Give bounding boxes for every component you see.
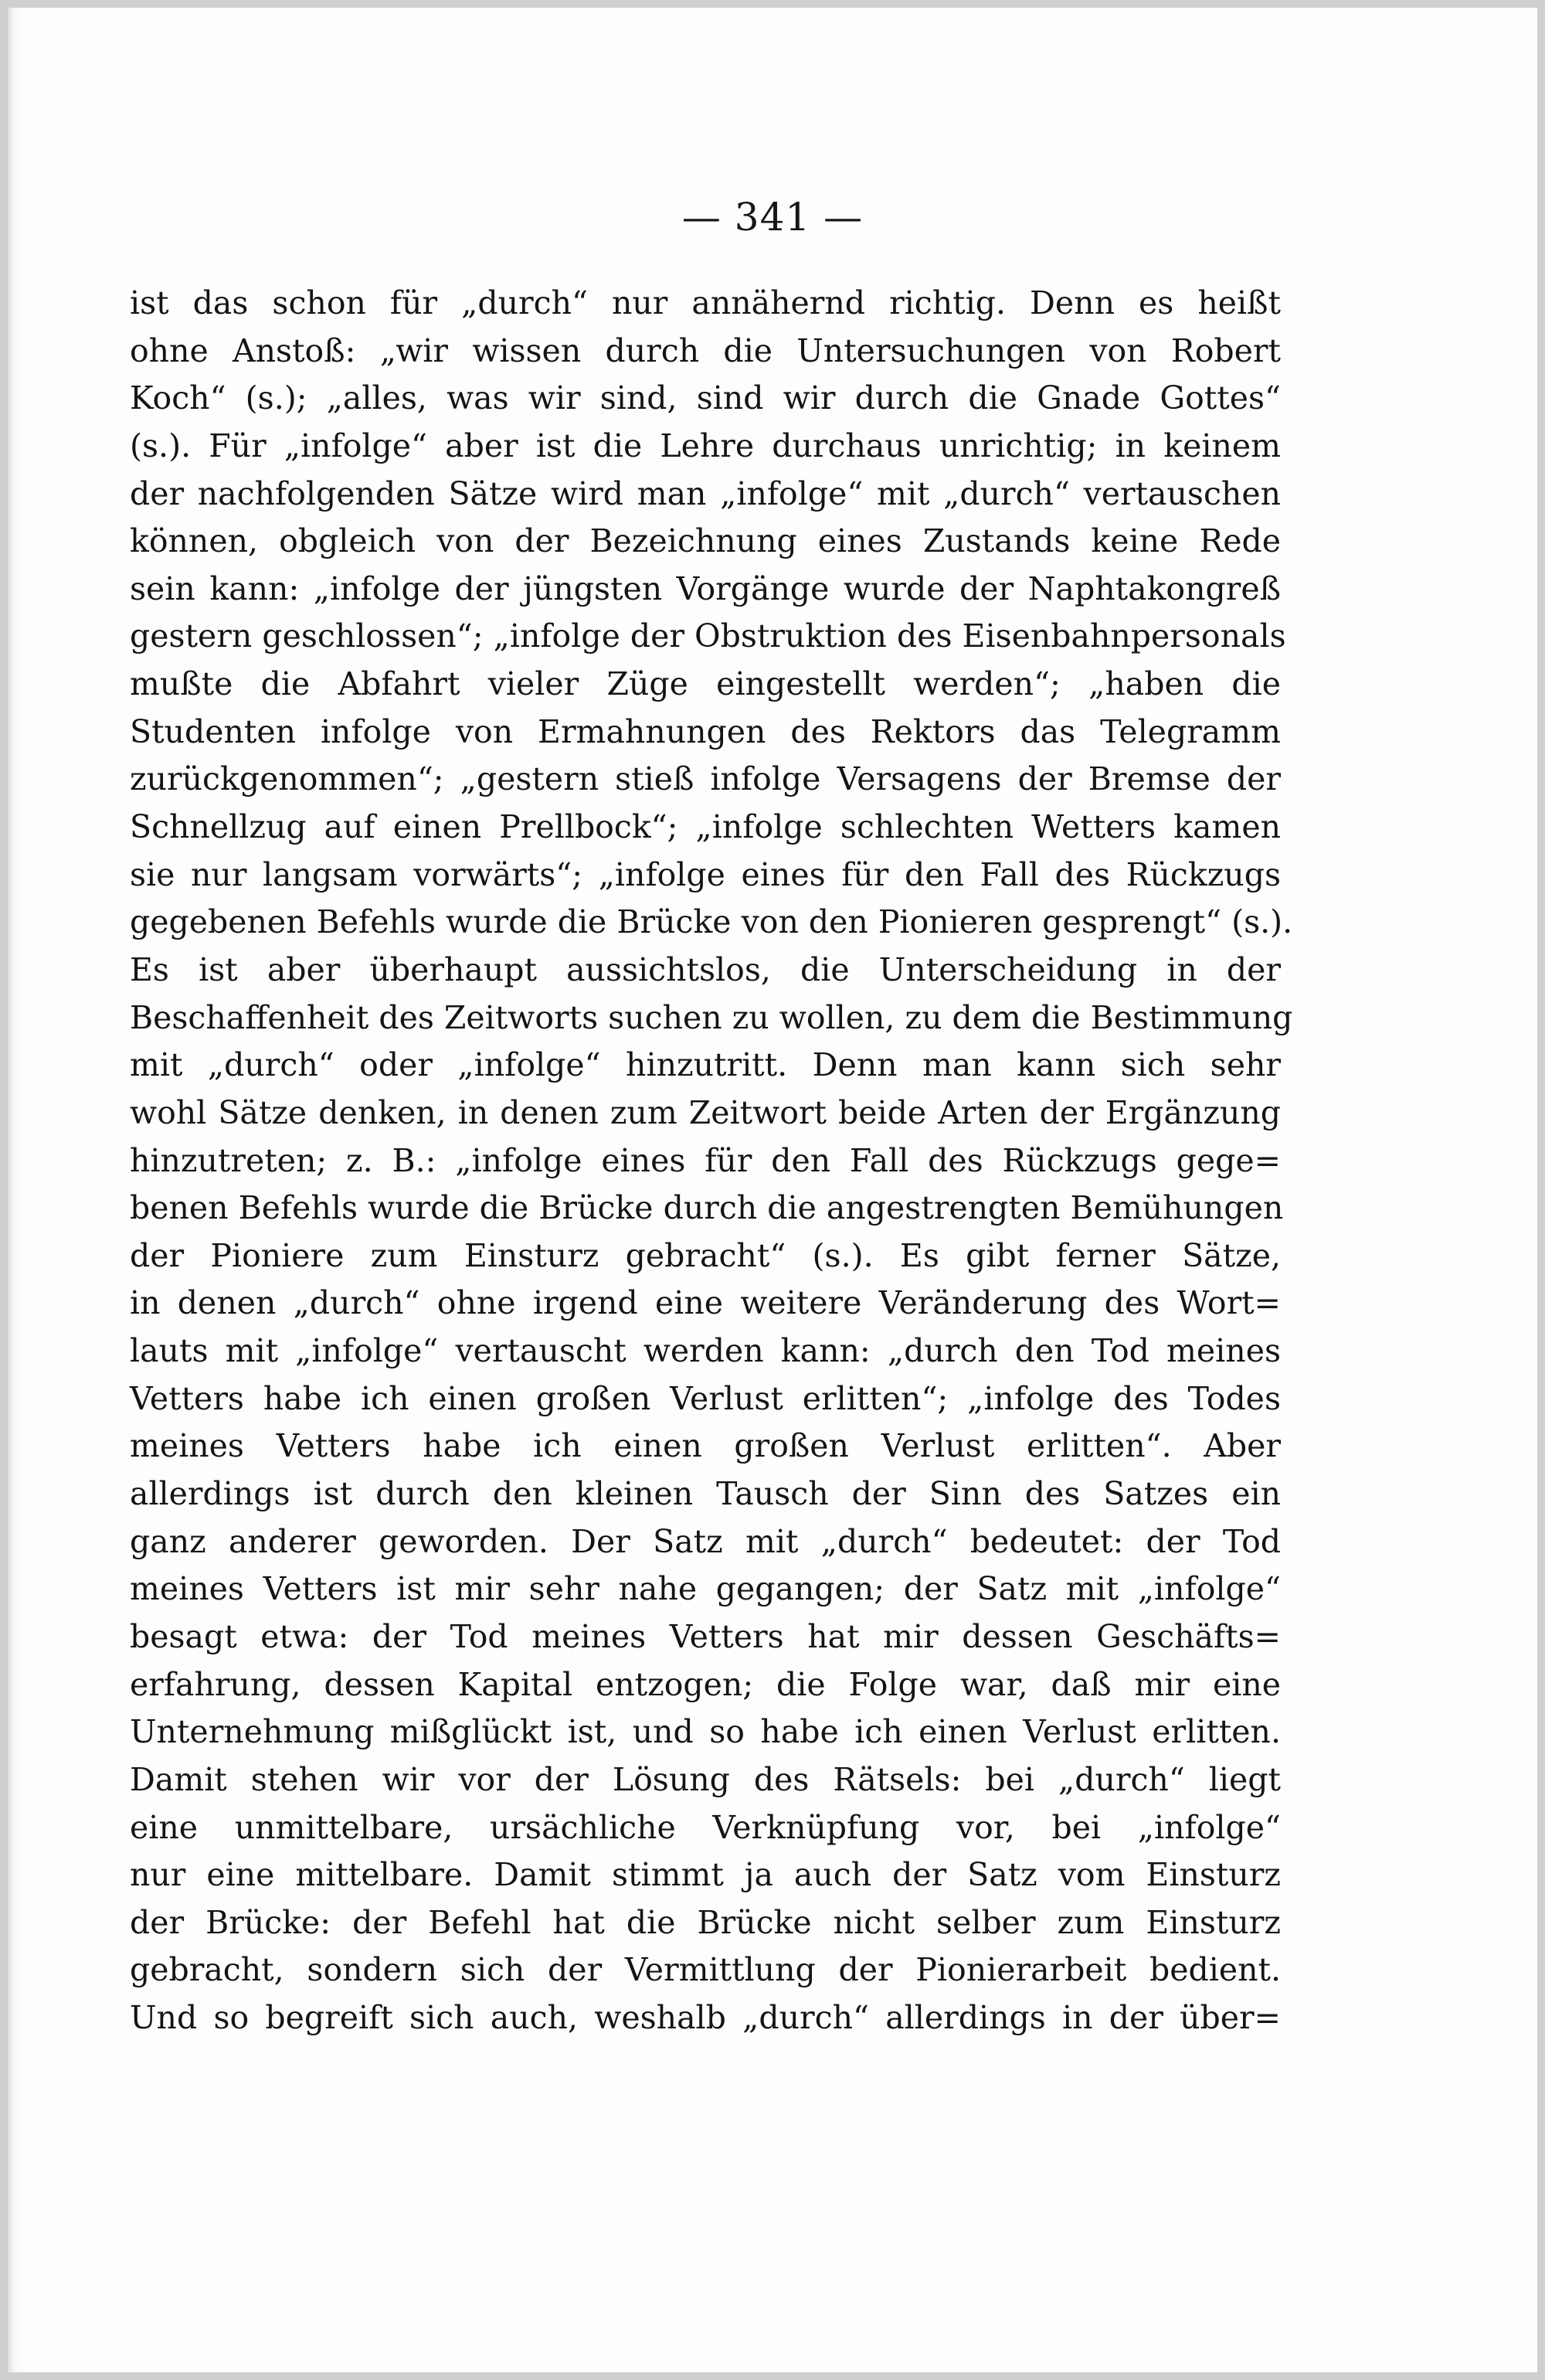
text-line: Koch“ (s.); „alles, was wir sind, sind wir durch die Gnade Gottes“ [130, 379, 1281, 417]
text-line: mußte die Abfahrt vieler Züge eingestellt werden“; „haben die [130, 665, 1281, 703]
text-line: meines Vetters habe ich einen großen Verlust erlitten“. Aber [130, 1427, 1281, 1465]
text-line: eine unmittelbare, ursächliche Verknüpfung vor, bei „infolge“ [130, 1808, 1281, 1846]
text-line: lauts mit „infolge“ vertauscht werden kann: „durch den Tod meines [130, 1332, 1281, 1370]
text-line: wohl Sätze denken, in denen zum Zeitwort beide Arten der Ergänzung [130, 1093, 1281, 1131]
text-line: Damit stehen wir vor der Lösung des Rätsels: bei „durch“ liegt [130, 1760, 1281, 1798]
text-line: sie nur langsam vorwärts“; „infolge eines für den Fall des Rückzugs [130, 855, 1281, 893]
text-line: Schnellzug auf einen Prellbock“; „infolge schlechten Wetters kamen [130, 808, 1281, 846]
text-line: ganz anderer geworden. Der Satz mit „durch“ bedeutet: der Tod [130, 1522, 1281, 1560]
text-line: erfahrung, dessen Kapital entzogen; die Folge war, daß mir eine [130, 1665, 1281, 1703]
text-line: nur eine mittelbare. Damit stimmt ja auch der Satz vom Einsturz [130, 1856, 1281, 1894]
text-line: Studenten infolge von Ermahnungen des Rektors das Telegramm [130, 712, 1281, 750]
text-line: (s.). Für „infolge“ aber ist die Lehre durchaus unrichtig; in keinem [130, 427, 1281, 464]
text-line: Vetters habe ich einen großen Verlust erlitten“; „infolge des Todes [130, 1379, 1281, 1417]
body-text [130, 280, 1293, 2042]
text-line: der nachfolgenden Sätze wird man „infolge“ mit „durch“ vertauschen [130, 474, 1281, 512]
text-line: benen Befehls wurde die Brücke durch die angestrengten Bemühungen [130, 1189, 1284, 1227]
text-line: der Brücke: der Befehl hat die Brücke nicht selber zum Einsturz [130, 1903, 1281, 1941]
text-line: gebracht, sondern sich der Vermittlung der Pionierarbeit bedient. [130, 1951, 1281, 1989]
text-line: ohne Anstoß: „wir wissen durch die Untersuchungen von Robert [130, 332, 1281, 369]
text-line: Beschaffenheit des Zeitworts suchen zu wollen, zu dem die Bestimmung [130, 998, 1293, 1036]
text-line: Und so begreift sich auch, weshalb „durch“ allerdings in der über= [130, 1999, 1281, 2037]
text-line: sein kann: „infolge der jüngsten Vorgänge wurde der Naphtakongreß [130, 570, 1281, 607]
text-line: gestern geschlossen“; „infolge der Obstruktion des Eisenbahnpersonals [130, 617, 1286, 655]
text-line: gegebenen Befehls wurde die Brücke von den Pionieren gesprengt“ (s.). [130, 903, 1293, 941]
text-line: Es ist aber überhaupt aussichtslos, die Unterscheidung in der [130, 950, 1281, 988]
text-line: ist das schon für „durch“ nur annähernd richtig. Denn es heißt [130, 284, 1281, 321]
text-line: besagt etwa: der Tod meines Vetters hat mir dessen Geschäfts= [130, 1617, 1281, 1655]
text-line: hinzutreten; z. B.: „infolge eines für den Fall des Rückzugs gege= [130, 1141, 1281, 1179]
text-line: Unternehmung mißglückt ist, und so habe ich einen Verlust erlitten. [130, 1713, 1281, 1751]
text-line: allerdings ist durch den kleinen Tausch der Sinn des Satzes ein [130, 1475, 1281, 1513]
page-number: — 341 — [681, 195, 864, 240]
text-line: mit „durch“ oder „infolge“ hinzutritt. Denn man kann sich sehr [130, 1046, 1281, 1084]
text-line: der Pioniere zum Einsturz gebracht“ (s.). Es gibt ferner Sätze, [130, 1236, 1281, 1274]
text-line: meines Vetters ist mir sehr nahe gegangen; der Satz mit „infolge“ [130, 1570, 1281, 1608]
text-line: in denen „durch“ ohne irgend eine weitere Veränderung des Wort= [130, 1284, 1281, 1322]
text-line: zurückgenommen“; „gestern stieß infolge Versagens der Bremse der [130, 760, 1281, 798]
text-line: können, obgleich von der Bezeichnung eines Zustands keine Rede [130, 522, 1281, 560]
